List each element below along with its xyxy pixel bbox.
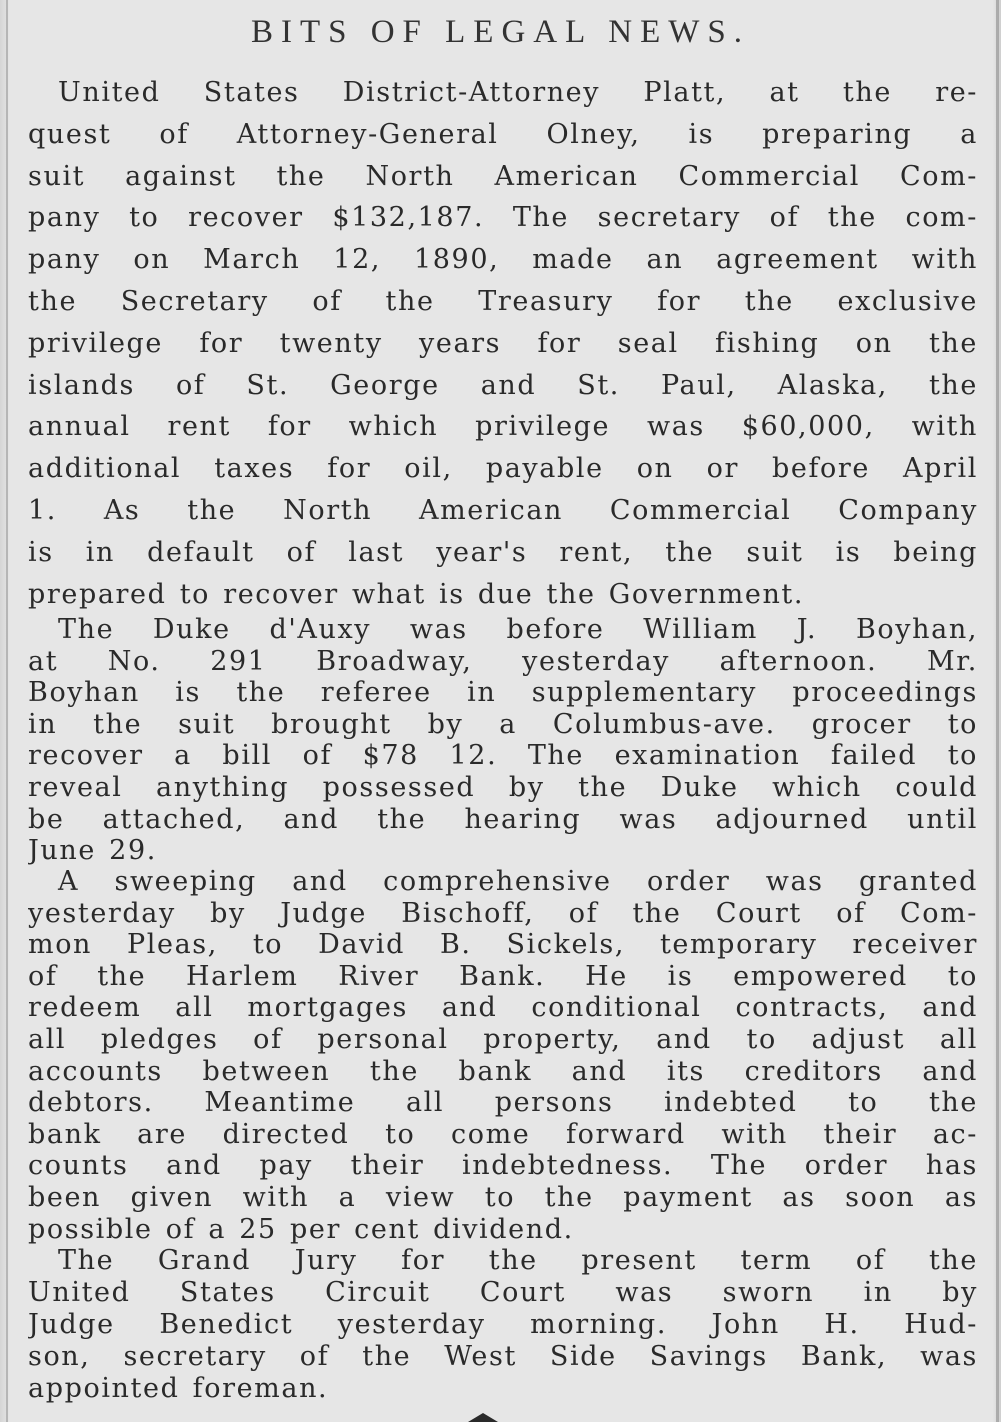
paragraph-grand-jury xyxy=(28,1245,978,1405)
text-line: been given with a view to the payment as soon as xyxy=(28,1181,978,1213)
text-line: quest of Attorney-General Olney, is preparing a xyxy=(28,118,978,150)
text-line: pany on March 12, 1890, made an agreement with xyxy=(28,244,978,276)
text-line: counts and pay their indebtedness. The order has xyxy=(28,1150,978,1182)
text-line: The Grand Jury for the present term of the xyxy=(58,1245,978,1276)
text-line: redeem all mortgages and conditional contracts, and xyxy=(28,992,978,1024)
text-line: 1. As the North American Commercial Company xyxy=(28,494,978,526)
paragraph-district-attorney-suit xyxy=(28,72,978,615)
text-line: at No. 291 Broadway, yesterday afternoon. Mr. xyxy=(28,645,978,677)
column-rule-right xyxy=(996,0,999,1422)
text-line: pany to recover $132,187. The secretary of the com- xyxy=(28,202,978,234)
text-line: be attached, and the hearing was adjourned until xyxy=(28,803,978,835)
text-line: in the suit brought by a Columbus-ave. grocer to xyxy=(28,708,978,740)
text-line: Judge Benedict yesterday morning. John H. Hud- xyxy=(28,1309,978,1340)
text-line: additional taxes for oil, payable on or before April xyxy=(28,453,978,485)
text-line: all pledges of personal property, and to adjust all xyxy=(28,1023,978,1055)
text-line: is in default of last year's rent, the suit is being xyxy=(28,536,978,568)
paragraph-duke-dauxy xyxy=(28,614,978,867)
text-line: bank are directed to come forward with their ac- xyxy=(28,1118,978,1150)
text-line: appointed foreman. xyxy=(28,1373,329,1404)
headline: BITS OF LEGAL NEWS. xyxy=(250,14,751,50)
text-line: privilege for twenty years for seal fishing on the xyxy=(28,327,978,359)
text-line: mon Pleas, to David B. Sickels, temporary receiver xyxy=(28,929,978,961)
text-line: reveal anything possessed by the Duke which could xyxy=(28,771,978,803)
text-line: United States Circuit Court was sworn in by xyxy=(28,1277,978,1308)
text-line: Boyhan is the referee in supplementary proceedings xyxy=(28,677,978,709)
text-line: The Duke d'Auxy was before William J. Boyhan, xyxy=(58,614,978,645)
column-rule-left xyxy=(6,0,8,1422)
text-line: the Secretary of the Treasury for the exclusive xyxy=(28,285,978,317)
text-line: suit against the North American Commercial Com- xyxy=(28,160,978,192)
text-line: annual rent for which privilege was $60,000, with xyxy=(28,411,978,443)
text-line: June 29. xyxy=(28,835,157,867)
section-divider-ornament xyxy=(408,1410,558,1422)
text-line: islands of St. George and St. Paul, Alaska, the xyxy=(28,369,978,401)
text-line: yesterday by Judge Bischoff, of the Court of Com- xyxy=(28,897,978,929)
paragraph-harlem-river-bank xyxy=(28,866,978,1245)
text-line: prepared to recover what is due the Government. xyxy=(28,578,805,610)
text-line: accounts between the bank and its creditors and xyxy=(28,1055,978,1087)
text-line: United States District-Attorney Platt, at the re- xyxy=(58,77,978,108)
text-line: possible of a 25 per cent dividend. xyxy=(28,1213,574,1245)
text-line: recover a bill of $78 12. The examination failed to xyxy=(28,740,978,772)
text-line: A sweeping and comprehensive order was granted xyxy=(58,866,978,897)
text-line: son, secretary of the West Side Savings Bank, was xyxy=(28,1341,978,1372)
text-line: debtors. Meantime all persons indebted to the xyxy=(28,1087,978,1119)
text-line: of the Harlem River Bank. He is empowered to xyxy=(28,960,978,992)
